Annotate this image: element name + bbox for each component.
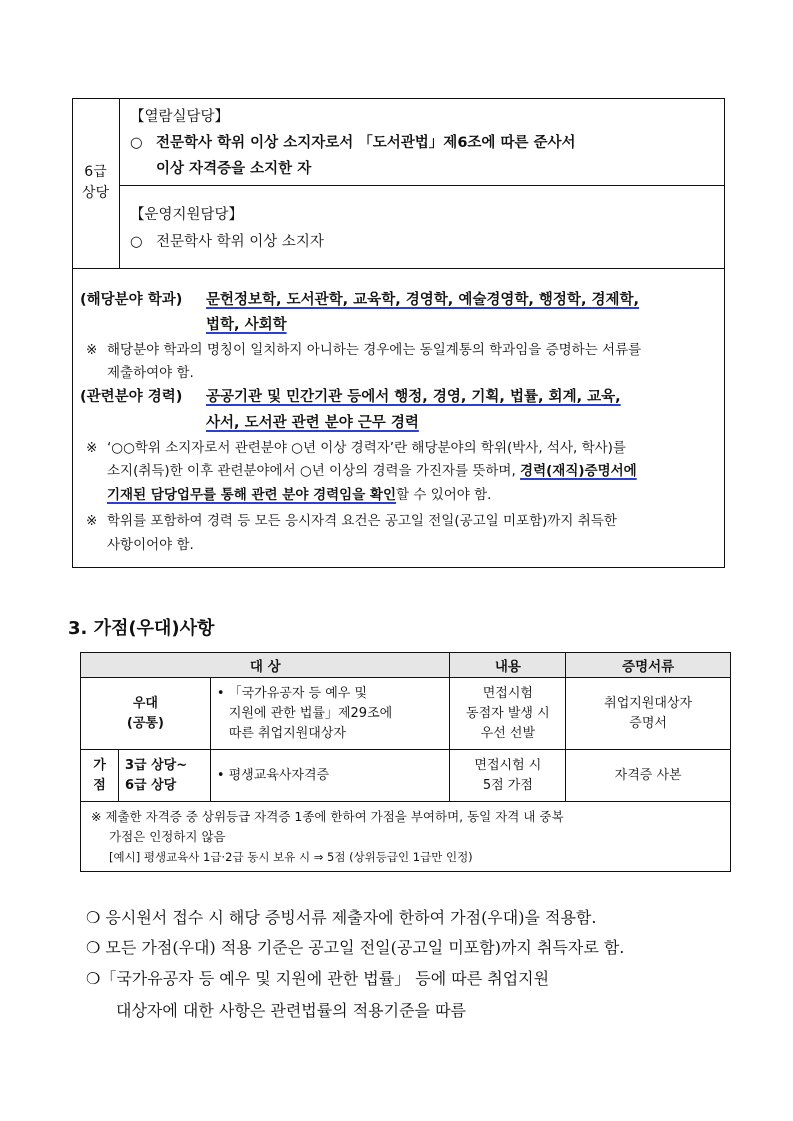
field-major-label: (해당분야 학과) — [80, 292, 183, 308]
section-title: 3. 가점(우대)사항 — [68, 618, 215, 639]
row-divider — [120, 185, 725, 186]
reading-room-header: 【열람실담당】 — [130, 109, 230, 125]
operation-header: 【운영지원담당】 — [130, 207, 244, 223]
bonus-points-table — [80, 652, 731, 872]
note1-mark: ※ — [86, 342, 98, 358]
section-divider — [72, 268, 725, 269]
row2-content: 면접시험 시 5점 가점 — [450, 750, 566, 802]
field-career-line1: 공공기관 및 민간기관 등에서 행정, 경영, 기획, 법률, 회계, 교육, — [206, 389, 621, 405]
bottom-note-3: ❍「국가유공자 등 예우 및 지원에 관한 법률」 등에 따른 취업지원 — [86, 969, 550, 988]
grade-line1: 6급 — [84, 164, 107, 180]
note2-line1: ‘○○학위 소지자로서 관련분야 ○년 이상 경력자’란 해당분야의 학위(박사, 석사, 학사)를 — [107, 440, 626, 456]
field-major-line1: 문헌정보학, 도서관학, 교육학, 경영학, 예술경영학, 행정학, 경제학, — [206, 292, 640, 308]
row1-docs: 취업지원대상자 증명서 — [566, 678, 731, 750]
row1-target: • 「국가유공자 등 예우 및 지원에 관한 법률」제29조에 따른 취업지원대상자 — [210, 678, 450, 750]
note3-line2: 사항이어야 함. — [107, 537, 194, 553]
operation-bullet: ○ — [130, 234, 143, 250]
field-career-label: (관련분야 경력) — [80, 389, 183, 405]
row2-target: • 평생교육사자격증 — [210, 750, 450, 802]
header-content: 내용 — [450, 653, 566, 678]
row2-label: 가 점 — [81, 750, 119, 802]
bottom-note-1: ❍ 응시원서 접수 시 해당 증빙서류 제출자에 한하여 가점(우대)을 적용함. — [86, 908, 597, 927]
note2-mark: ※ — [86, 440, 98, 456]
grade-line2: 상당 — [81, 185, 110, 201]
note2-line3a: 기재된 담당업무를 통해 관련 분야 경력임을 확인 — [107, 487, 397, 503]
bottom-note-2: ❍ 모든 가점(우대) 적용 기준은 공고일 전일(공고일 미포함)까지 취득자로 함. — [86, 938, 625, 957]
note2-line3b: 할 수 있어야 함. — [396, 487, 492, 503]
reading-room-bullet: ○ — [130, 135, 143, 151]
row1-label: 우대 (공통) — [81, 678, 211, 750]
note2-line2b: 경력(재직)증명서에 — [520, 463, 637, 479]
field-major-line2: 법학, 사회학 — [206, 317, 287, 333]
table-note: ※ 제출한 자격증 중 상위등급 자격증 1종에 한하여 가점을 부여하며, 동일 자격 내 중복 가점은 인정하지 않음 [예시] 평생교육사 1급·2급 동시 보유 시 ⇒ 5점 (상위등급인 1급만 인정) — [81, 802, 731, 872]
grade-cell — [72, 98, 120, 268]
note1-line2: 제출하여야 함. — [107, 365, 194, 381]
note2-line2a: 소지(취득)한 이후 관련분야에서 ○년 이상의 경력을 가진자를 뜻하며, — [107, 463, 521, 479]
operation-line1: 전문학사 학위 이상 소지자 — [156, 234, 324, 250]
header-target: 대 상 — [81, 653, 450, 678]
bottom-note-4: 대상자에 대한 사항은 관련법률의 적용기준을 따름 — [116, 1001, 467, 1020]
header-docs: 증명서류 — [566, 653, 731, 678]
note3-mark: ※ — [86, 513, 98, 529]
row2-docs: 자격증 사본 — [566, 750, 731, 802]
reading-room-line1: 전문학사 학위 이상 소지자로서 「도서관법」제6조에 따른 준사서 — [156, 135, 576, 151]
note3-line1: 학위를 포함하여 경력 등 모든 응시자격 요건은 공고일 전일(공고일 미포함)까지 취득한 — [107, 513, 617, 529]
note1-line1: 해당분야 학과의 명칭이 일치하지 아니하는 경우에는 동일계통의 학과임을 증명하는 서류를 — [107, 342, 642, 358]
row2-grade: 3급 상당~ 6급 상당 — [118, 750, 210, 802]
reading-room-line2: 이상 자격증을 소지한 자 — [156, 161, 312, 177]
row1-content: 면접시험 동점자 발생 시 우선 선발 — [450, 678, 566, 750]
field-career-line2: 사서, 도서관 관련 분야 근무 경력 — [206, 415, 419, 431]
